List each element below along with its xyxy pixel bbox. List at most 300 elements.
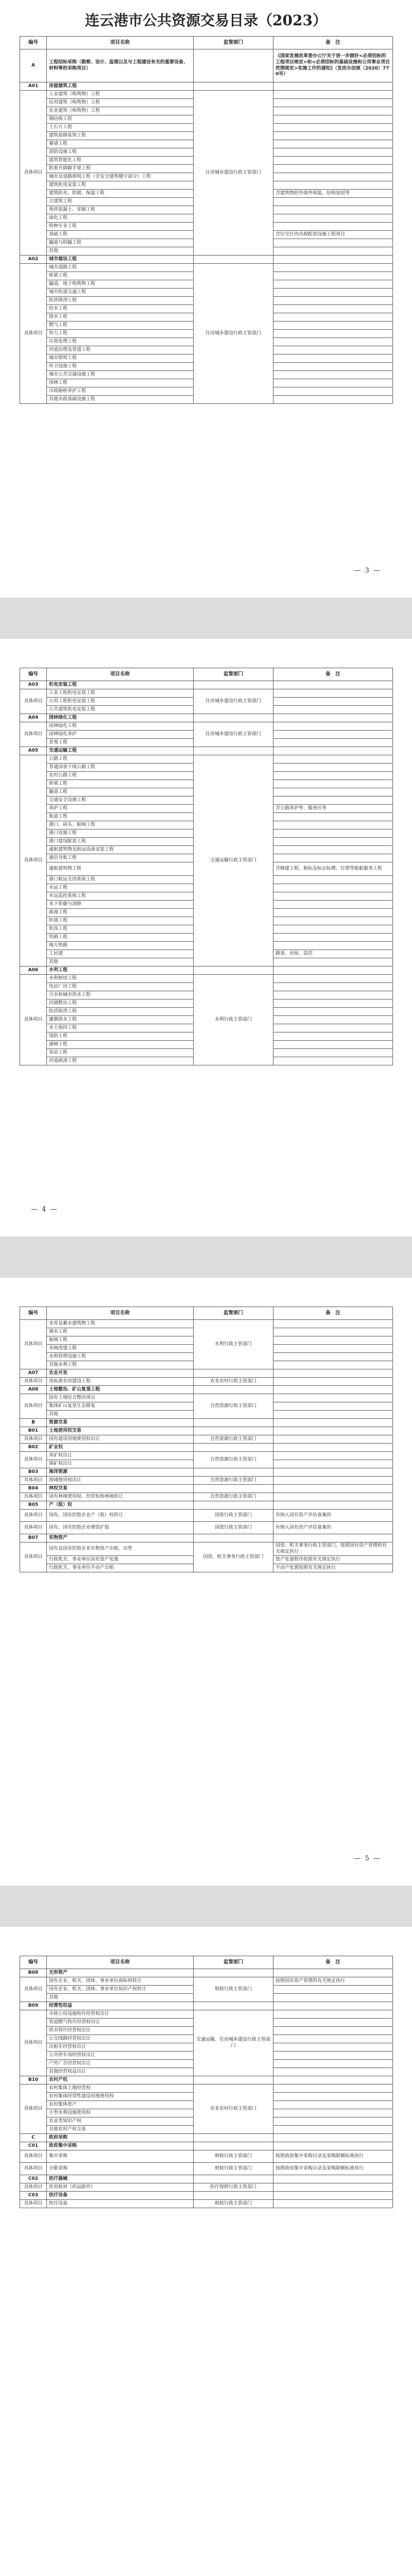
category-dept (194, 2142, 273, 2150)
column-header-name: 项目名称 (47, 37, 194, 49)
row-group-label: 具体项目 (20, 1977, 47, 2002)
item-name: 防洪排涝工程 (47, 297, 194, 305)
item-name: 铁路工程 (47, 934, 194, 942)
category-dept (194, 82, 273, 91)
table-row (20, 1522, 393, 1534)
column-header-dept: 监管部门 (194, 37, 273, 49)
item-note (273, 983, 393, 991)
item-name: 集中采购 (47, 2150, 194, 2163)
item-name: 养护工程 (47, 805, 194, 813)
category-note (273, 1427, 393, 1435)
supervising-department: 自然资源行政主管部门 (194, 1452, 273, 1468)
item-name: 国有、国有控股企业产（股）权转让 (47, 1510, 194, 1522)
item-name: 钢结构工程 (47, 115, 194, 124)
item-name: 市政公用设施特许经营权出让 (47, 2010, 194, 2019)
item-name: 国有土地综合整治项目 (47, 1394, 194, 1402)
table-row (20, 1977, 393, 1986)
category-note (273, 1369, 393, 1378)
item-note (273, 689, 393, 698)
category-name: 经营性权益 (47, 2002, 194, 2010)
table-row (20, 264, 393, 272)
item-name: 水利枢纽工程 (47, 975, 194, 983)
item-name: 地方铁路 (47, 942, 194, 950)
item-name: 基础工程 (47, 231, 194, 239)
item-name: 垃圾处理工程 (47, 338, 194, 346)
category-code: B (20, 1419, 47, 1427)
table-row (20, 1320, 393, 1328)
supervising-department: 住房城乡建设行政主管部门 (194, 722, 273, 747)
item-note (273, 165, 393, 173)
item-note (273, 909, 393, 917)
item-note (273, 346, 393, 354)
category-note (273, 2192, 393, 2200)
supervising-department: 住房城乡建设行政主管部门 (194, 264, 273, 404)
category-name: 林权交易 (47, 1485, 194, 1493)
item-note (273, 2109, 393, 2117)
row-group-label: 具体项目 (20, 689, 47, 714)
item-name: 农村集体资产 (47, 2101, 194, 2109)
item-name: 防洪除涝工程 (47, 1008, 194, 1016)
category-dept (194, 2192, 273, 2200)
item-note (273, 206, 393, 214)
item-note (273, 925, 393, 934)
category-dept (194, 1444, 273, 1452)
category-row (20, 82, 393, 91)
item-name: 环卫设施工程 (47, 363, 194, 371)
item-note (273, 764, 393, 772)
category-note (273, 2142, 393, 2150)
item-note (273, 223, 393, 231)
item-name: 水运监控系统工程 (47, 892, 194, 901)
item-name: 城市轨道交通工程 (47, 289, 194, 297)
category-dept (194, 1485, 273, 1493)
column-header-name: 项目名称 (47, 1307, 194, 1320)
row-group-label: 具体项目 (20, 91, 47, 256)
row-group-label: 具体项目 (20, 2010, 47, 2076)
row-group-label: 具体项目 (20, 722, 47, 747)
category-row (20, 2002, 393, 2010)
table-row (20, 2183, 393, 2192)
item-note (273, 1353, 393, 1361)
item-note (273, 2019, 393, 2027)
category-dept (194, 1501, 273, 1510)
item-name: 热力工程 (47, 330, 194, 338)
category-name: 资源交易 (47, 1419, 194, 1427)
item-note (273, 2093, 393, 2101)
item-name: 桥梁工程 (47, 272, 194, 280)
item-note (273, 354, 393, 363)
category-name: 水利工程 (47, 967, 194, 975)
item-name: 供水特许经营权出让 (47, 2027, 194, 2035)
item-note (273, 2117, 393, 2126)
item-name: 调水工程 (47, 1328, 194, 1336)
category-note (273, 747, 393, 755)
item-note: 含建筑物的外墙外保温、结构加固等 (273, 190, 393, 198)
item-note: 含公路养护等、服务区等 (273, 805, 393, 813)
row-label: 具体项目 (20, 1522, 47, 1534)
supervising-department: 水利行政主管部门 (194, 975, 273, 1065)
item-note: 含修建工程、航标及标志标牌、灯塔等船舶服务工程 (273, 862, 393, 876)
category-code: B08 (20, 1969, 47, 1977)
item-name: 管道燃气特许经营权出让 (47, 2019, 194, 2027)
item-note (273, 181, 393, 190)
column-header-code: 编号 (20, 1307, 47, 1320)
supervising-department: 财政行政主管部门 (194, 2200, 273, 2208)
item-name: 小型水利设施使用权 (47, 2109, 194, 2117)
item-name: 农村集体经营性建设用地使用权 (47, 2093, 194, 2101)
category-name: 矿业权 (47, 1444, 194, 1452)
table-row (20, 1510, 393, 1522)
item-note (273, 780, 393, 788)
supervising-department: 自然资源行政主管部门 (194, 1493, 273, 1501)
item-name: 建筑机电安装工程 (47, 181, 194, 190)
item-name: 河道疏浚工程 (47, 1057, 194, 1065)
table-row (20, 1435, 393, 1444)
item-note: 不动产处置按照有关规定执行 (273, 1564, 393, 1572)
item-note: 有纳入国有资产评估备案的 (273, 1510, 393, 1522)
category-row (20, 1427, 393, 1435)
item-name: 水利管理设施工程 (47, 1353, 194, 1361)
item-name: 国有建设用地使用权出让 (47, 1435, 194, 1444)
item-note (273, 821, 393, 829)
row-label: 具体项目 (20, 2200, 47, 2208)
column-header-dept: 监管部门 (194, 1307, 273, 1320)
category-code: C02 (20, 2175, 47, 2183)
item-note (273, 999, 393, 1008)
supervising-department: 自然资源行政主管部门 (194, 1394, 273, 1419)
item-note (273, 1394, 393, 1402)
category-dept (194, 1419, 273, 1427)
category-note (273, 1444, 393, 1452)
item-name: 幕墙工程 (47, 140, 194, 148)
category-note (273, 681, 393, 689)
item-name: 燃气工程 (47, 321, 194, 330)
category-row (20, 747, 393, 755)
catalog-table (20, 1956, 393, 2208)
item-name: 城市道路工程 (47, 264, 194, 272)
item-note (273, 1493, 393, 1501)
item-name: 港口建设配套工程 (47, 838, 194, 846)
category-code: B05 (20, 1501, 47, 1510)
item-note (273, 2183, 393, 2192)
table-row (20, 1477, 393, 1485)
category-code: A05 (20, 747, 47, 755)
item-name: 水库及蓄水建筑物工程 (47, 1320, 194, 1328)
item-note (273, 1435, 393, 1444)
supervising-department: 医疗保障行政主管部门 (194, 2183, 273, 2192)
table-row (20, 2200, 393, 2208)
category-name: 农业开发 (47, 1369, 194, 1378)
category-code: A04 (20, 714, 47, 722)
table-row (20, 1543, 393, 1556)
item-note (273, 958, 393, 967)
item-name: 交通安全设施工程 (47, 796, 194, 805)
item-note (273, 942, 393, 950)
category-code: B03 (20, 1468, 47, 1477)
item-note (273, 2043, 393, 2052)
item-name: 特种专业工程 (47, 223, 194, 231)
item-note (273, 772, 393, 780)
item-note (273, 2101, 393, 2109)
category-code: A (20, 49, 47, 82)
item-name: 古建筑工程 (47, 198, 194, 206)
item-name: 疏浚工程 (47, 909, 194, 917)
category-row (20, 1485, 393, 1493)
category-note (273, 1534, 393, 1543)
item-name: 海域使用权出让 (47, 1477, 194, 1485)
item-name: 预拌混凝土、采暖工程 (47, 206, 194, 214)
item-name: 工业建筑（构筑物）工程 (47, 91, 194, 99)
row-label: 具体项目 (20, 2150, 47, 2163)
category-dept (194, 2175, 273, 2183)
item-note (273, 1477, 393, 1485)
document-page-3 (0, 0, 412, 598)
row-group-label: 具体项目 (20, 264, 47, 404)
category-dept (194, 1468, 273, 1477)
row-label: 具体项目 (20, 2183, 47, 2192)
category-note (273, 967, 393, 975)
item-name: 园林绿化养护 (47, 731, 194, 739)
item-name: 港口航运支持系统工程 (47, 876, 194, 884)
category-name: 土地使用权交易 (47, 1427, 194, 1435)
item-note (273, 396, 393, 404)
category-name: 医疗设备 (47, 2192, 194, 2200)
item-name: 出租车经营权出让 (47, 2043, 194, 2052)
table-header-row (20, 37, 393, 49)
category-note (273, 2002, 393, 2010)
item-note (273, 198, 393, 206)
item-name: 涵闸工程 (47, 1041, 194, 1049)
item-note (273, 1008, 393, 1016)
item-name: 医用耗材（药品除外） (47, 2183, 194, 2192)
category-note (273, 1501, 393, 1510)
item-name: 桥梁工程 (47, 780, 194, 788)
item-note (273, 272, 393, 280)
item-name: 给水工程 (47, 305, 194, 313)
item-name: 公用工程机电安装工程 (47, 698, 194, 706)
category-row (20, 967, 393, 975)
item-name: 航道工程 (47, 813, 194, 821)
item-name: 河湖整治工程 (47, 999, 194, 1008)
item-note (273, 1328, 393, 1336)
item-note (273, 2200, 393, 2208)
item-note: 含住宅区内市政配套设施工程项目 (273, 231, 393, 239)
category-note (273, 2134, 393, 2142)
item-name: 民用建筑（构筑物）工程 (47, 99, 194, 107)
category-code: B04 (20, 1485, 47, 1493)
item-name: 水土保持工程 (47, 1024, 194, 1032)
category-name: 工程招标采购（勘察、设计、监理以及与工程建设有关的重要设备、材料等的采购项目） (47, 49, 194, 82)
item-name: 船闸工程 (47, 1336, 194, 1345)
table-row (20, 91, 393, 99)
item-note (273, 157, 393, 165)
item-name: 建筑智能化工程 (47, 157, 194, 165)
category-dept (194, 681, 273, 689)
category-name: 土地整治、矿山复垦工程 (47, 1386, 194, 1394)
item-name: 泵站工程 (47, 1049, 194, 1057)
item-note (273, 297, 393, 305)
item-name: 农业建筑（构筑物）工程 (47, 107, 194, 115)
supervising-department: 住房城乡建设行政主管部门 (194, 91, 273, 256)
item-note (273, 2084, 393, 2093)
column-header-name: 项目名称 (47, 1956, 194, 1969)
item-name: 农村公路工程 (47, 772, 194, 780)
item-note (273, 363, 393, 371)
page-number: — 3 — (354, 567, 381, 574)
item-note (273, 1361, 393, 1369)
item-name: 水闸改建工程 (47, 1345, 194, 1353)
item-note (273, 338, 393, 346)
category-row (20, 714, 393, 722)
category-name: 海洋资源 (47, 1468, 194, 1477)
catalog-table (20, 1307, 393, 1572)
item-note (273, 706, 393, 714)
category-dept (194, 2134, 273, 2142)
category-row (20, 2192, 393, 2200)
catalog-table (20, 36, 393, 404)
category-name: 产（股）权 (47, 1501, 194, 1510)
item-note (273, 115, 393, 124)
item-name: 户外广告经营权出让 (47, 2060, 194, 2068)
item-note (273, 264, 393, 272)
table-row (20, 2084, 393, 2093)
row-label: 具体项目 (20, 2163, 47, 2175)
page-number: — 4 — (31, 1206, 58, 1213)
table-header-row (20, 1956, 393, 1969)
item-name: 公共建筑机电安装工程 (47, 706, 194, 714)
item-note (273, 901, 393, 909)
category-note (273, 2076, 393, 2084)
item-note (273, 2027, 393, 2035)
category-code: A08 (20, 1386, 47, 1394)
category-note (273, 2175, 393, 2183)
category-dept (194, 747, 273, 755)
supervising-department: 财政行政主管部门 (194, 2150, 273, 2163)
item-note (273, 2035, 393, 2043)
item-note (273, 330, 393, 338)
row-label: 具体项目 (20, 1493, 47, 1501)
table-row (20, 975, 393, 983)
item-note (273, 140, 393, 148)
page-number: — 5 — (354, 1855, 381, 1862)
item-name: 其他 (47, 958, 194, 967)
item-name: 农业类知识产权 (47, 2117, 194, 2126)
item-name: 分散采购 (47, 2163, 194, 2175)
item-name: 河道治理及管道工程 (47, 346, 194, 354)
item-name: 公共停车场经营权出让 (47, 2052, 194, 2060)
supervising-department: 自然资源行政主管部门 (194, 1435, 273, 1444)
table-header-row (20, 668, 393, 681)
item-note (273, 1057, 393, 1065)
column-header-name: 项目名称 (47, 668, 194, 681)
item-note (273, 371, 393, 379)
category-name: 园林绿化工程 (47, 714, 194, 722)
column-header-note: 备 注 (273, 37, 393, 49)
category-code: A03 (20, 681, 47, 689)
item-note (273, 1049, 393, 1057)
item-note (273, 1041, 393, 1049)
column-header-note: 备 注 (273, 1956, 393, 1969)
item-name: 采矿权出让 (47, 1452, 194, 1460)
category-note (273, 1419, 393, 1427)
item-note (273, 1460, 393, 1468)
category-dept (194, 1369, 273, 1378)
item-name: 工民建 (47, 950, 194, 958)
table-row (20, 1493, 393, 1501)
item-name: 国有企业、机关、团体、事业单位知识产权转让 (47, 1986, 194, 1994)
table-row (20, 689, 393, 698)
category-note (273, 1969, 393, 1977)
item-note (273, 1345, 393, 1353)
row-label: 具体项目 (20, 1378, 47, 1386)
item-name: 行政机关、事业单位国有资产处置 (47, 1556, 194, 1564)
item-note: 资产处置程序按照有关规定执行 (273, 1556, 393, 1564)
supervising-department: 水利行政主管部门 (194, 1320, 273, 1369)
row-group-label: 具体项目 (20, 1320, 47, 1369)
item-name: 国有及国有控股企业实物资产出租、出售 (47, 1543, 194, 1556)
supervising-department: 财政行政主管部门 (194, 2163, 273, 2175)
item-name: 国有林地使用权、经营权和林地转让 (47, 1493, 194, 1501)
item-note (273, 379, 393, 387)
category-note (273, 82, 393, 91)
item-name: 消防设施工程 (47, 148, 194, 157)
item-name: 吹填工程 (47, 917, 194, 925)
item-name: 景观工程 (47, 739, 194, 747)
table-header-row (20, 1307, 393, 1320)
item-note (273, 132, 393, 140)
category-row (20, 1386, 393, 1394)
item-name: 城市及道路照明工程（含安全建筑楼宇部分）工程 (47, 173, 194, 181)
item-note (273, 991, 393, 999)
item-note (273, 1452, 393, 1460)
row-group-label: 具体项目 (20, 975, 47, 1065)
category-row (20, 1419, 393, 1427)
category-row (20, 1534, 393, 1543)
category-code: B09 (20, 2002, 47, 2010)
category-code: A01 (20, 82, 47, 91)
supervising-department: 交通运输、住房城乡建设行政主管部门 (194, 2010, 273, 2076)
item-note: 按照国有资产管理的有关规定执行 (273, 1977, 393, 1986)
item-note (273, 838, 393, 846)
item-note (273, 755, 393, 764)
item-name: 国有企业、机关、团体、事业单位商标权转让 (47, 1977, 194, 1986)
table-row (20, 1394, 393, 1402)
item-name: 灌溉排水工程 (47, 1016, 194, 1024)
item-note (273, 2060, 393, 2068)
column-header-dept: 监管部门 (194, 668, 273, 681)
item-note (273, 2052, 393, 2060)
item-name: 国有、国有控股企业增资扩股 (47, 1522, 194, 1534)
category-row (20, 2134, 393, 2142)
category-name: 无形资产 (47, 1969, 194, 1977)
category-code: C01 (20, 2142, 47, 2150)
item-name: 其他 (47, 1994, 194, 2002)
item-note (273, 1402, 393, 1411)
item-name: 公路工程 (47, 755, 194, 764)
category-note (273, 1386, 393, 1394)
category-row (20, 2175, 393, 2183)
column-header-code: 编号 (20, 1956, 47, 1969)
category-code: B07 (20, 1534, 47, 1543)
category-code: A06 (20, 967, 47, 975)
item-name: 隧道、地下构筑物工程 (47, 280, 194, 289)
category-code: C03 (20, 2192, 47, 2200)
item-name: 高标准农田建设工程 (47, 1378, 194, 1386)
table-row (20, 2010, 393, 2019)
item-note (273, 1032, 393, 1041)
category-dept (194, 1969, 273, 1977)
column-header-note: 备 注 (273, 668, 393, 681)
